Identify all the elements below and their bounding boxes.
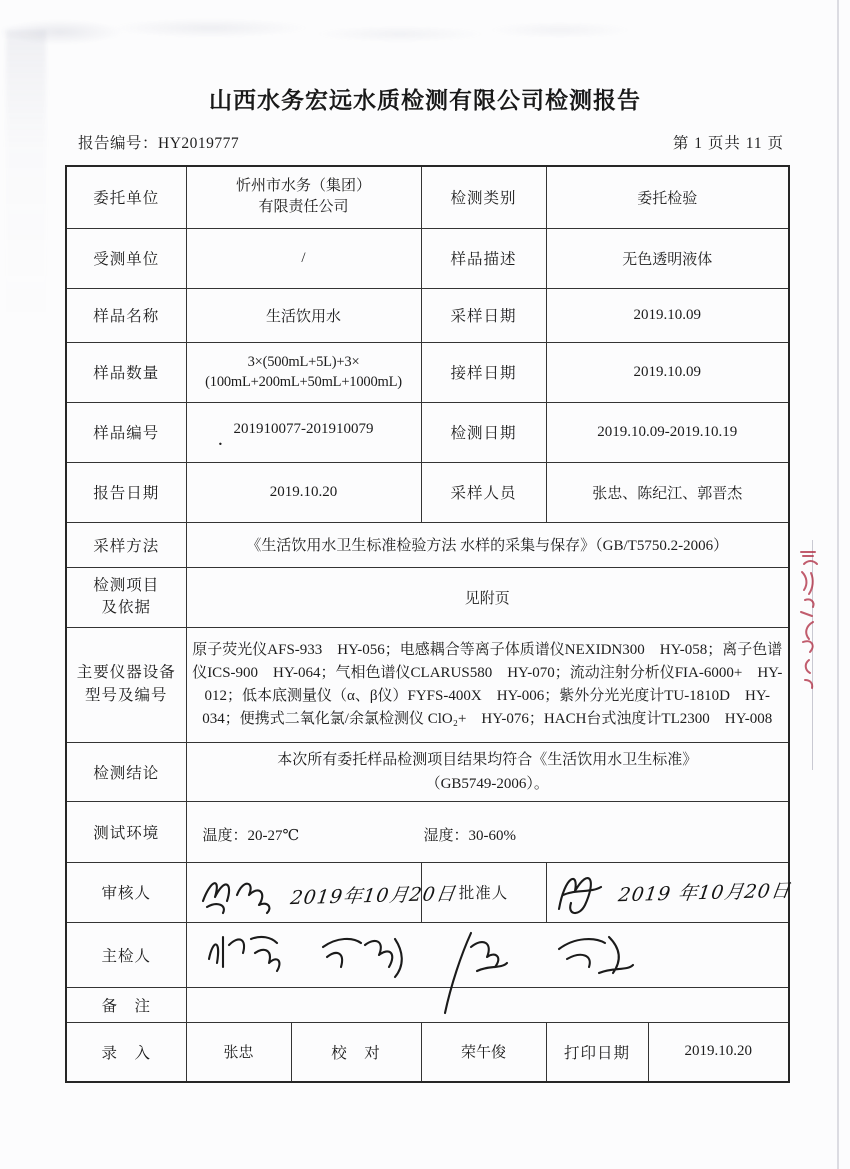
test-date-value: 2019.10.09-2019.10.19 xyxy=(546,402,789,462)
sampling-date-value: 2019.10.09 xyxy=(546,288,789,342)
client-value-line2: 有限责任公司 xyxy=(258,199,349,216)
items-basis-value: 见附页 xyxy=(186,567,789,627)
samplers-value: 张忠、陈纪江、郭晋杰 xyxy=(546,462,789,522)
chief-inspector-signatures-cell xyxy=(186,922,789,987)
reviewer-date-handwritten: 2019年10月20日 xyxy=(288,882,457,910)
row-environment xyxy=(66,801,789,862)
row-sampling-method xyxy=(66,522,789,567)
proofread-value: 荣午俊 xyxy=(421,1022,546,1082)
sample-no-label: 样品编号 xyxy=(66,402,186,462)
samplers-label: 采样人员 xyxy=(421,462,546,522)
approver-label: 批准人 xyxy=(421,862,546,922)
report-title: 山西水务宏远水质检测有限公司检测报告 xyxy=(209,88,641,113)
test-date-label: 检测日期 xyxy=(421,402,546,462)
report-number: 报告编号：HY2019777 xyxy=(78,135,240,152)
row-conclusion xyxy=(66,742,789,801)
row-reviewer-approver xyxy=(66,862,789,922)
reviewer-signature xyxy=(197,871,283,919)
environment-value xyxy=(186,801,789,862)
chief-signature-1 xyxy=(201,927,289,983)
items-basis-label-line1: 检测项目 xyxy=(93,576,160,594)
instruments-label-line1: 主要仪器设备 xyxy=(76,664,176,682)
red-seal-fragment xyxy=(796,548,822,700)
sample-desc-label: 样品描述 xyxy=(421,228,546,288)
entry-label: 录 入 xyxy=(66,1022,186,1082)
test-type-value: 委托检验 xyxy=(546,166,789,228)
sample-qty-line2: (100mL+200mL+50mL+1000mL) xyxy=(205,374,402,390)
remarks-label: 备 注 xyxy=(66,987,186,1022)
sample-qty-label: 样品数量 xyxy=(66,342,186,402)
tested-unit-label: 受测单位 xyxy=(66,228,186,288)
sampling-date-label: 采样日期 xyxy=(421,288,546,342)
instruments-value: 原子荧光仪AFS-933 HY-056；电感耦合等离子体质谱仪NEXIDN300 HY-058；离子色谱仪ICS-900 HY-064；气相色谱仪CLARUS580 HY-070；流动注射分析仪FIA-6000+ HY-012；低本底测量仪（α、β仪）FYFS-400X HY-006；紫外分光光度计TU-1810D HY-034；便携式二氧化氯/余氯检测仪 ClO₂+ HY-076；HACH台式浊度计TL2300 HY-008 xyxy=(186,627,789,742)
conclusion-line2: （GB5749-2006）。 xyxy=(425,775,549,792)
scan-edge-line xyxy=(837,0,839,1169)
test-type-label: 检测类别 xyxy=(421,166,546,228)
row-tested-unit xyxy=(66,228,789,288)
chief-signature-2 xyxy=(315,927,411,985)
items-basis-label-line2: 及依据 xyxy=(101,599,151,616)
row-report-date xyxy=(66,462,789,522)
report-date-label: 报告日期 xyxy=(66,462,186,522)
conclusion-line1: 本次所有委托样品检测项目结果均符合《生活饮用水卫生标准》 xyxy=(277,751,698,768)
report-date-value: 2019.10.20 xyxy=(186,462,421,522)
sample-qty-value xyxy=(186,342,421,402)
row-client xyxy=(66,166,789,228)
meta-row xyxy=(65,131,788,155)
client-value xyxy=(186,166,421,228)
environment-label: 测试环境 xyxy=(66,801,186,862)
sample-no-value xyxy=(186,402,421,462)
conclusion-label: 检测结论 xyxy=(66,742,186,801)
proofread-label: 校 对 xyxy=(291,1022,421,1082)
approver-signature xyxy=(549,865,611,919)
chief-inspector-label: 主检人 xyxy=(66,922,186,987)
instruments-label xyxy=(66,627,186,742)
print-date-value: 2019.10.20 xyxy=(648,1022,789,1082)
row-sample-no xyxy=(66,402,789,462)
scan-smudge-left xyxy=(6,30,46,330)
row-sample-qty xyxy=(66,342,789,402)
sampling-method-label: 采样方法 xyxy=(66,522,186,567)
approver-signature-cell xyxy=(546,862,792,922)
reviewer-signature-cell xyxy=(186,862,457,922)
stray-dot: . xyxy=(218,432,223,449)
row-items-basis xyxy=(66,567,789,627)
row-entry xyxy=(66,1022,789,1082)
row-chief-inspector xyxy=(66,922,789,987)
client-value-line1: 忻州市水务（集团） xyxy=(236,177,372,194)
page-indicator: 第 1 页共 11 页 xyxy=(672,135,784,152)
chief-signature-4 xyxy=(549,927,639,985)
sample-qty-line1: 3×(500mL+5L)+3× xyxy=(247,353,360,370)
scan-smudge-top xyxy=(0,8,640,54)
instruments-label-line2: 型号及编号 xyxy=(84,686,168,704)
environment-temperature: 温度：20-27℃ xyxy=(202,827,300,844)
approver-date-handwritten: 2019 年10月20日 xyxy=(616,879,792,907)
entry-value: 张忠 xyxy=(186,1022,291,1082)
client-label: 委托单位 xyxy=(66,166,186,228)
chief-signature-3 xyxy=(437,927,523,1019)
reviewer-label: 审核人 xyxy=(66,862,186,922)
sample-no-text: 201910077-201910079 xyxy=(233,420,374,437)
items-basis-label xyxy=(66,567,186,627)
print-date-label: 打印日期 xyxy=(546,1022,648,1082)
row-instruments xyxy=(66,627,789,742)
receive-date-value: 2019.10.09 xyxy=(546,342,789,402)
environment-humidity: 湿度：30-60% xyxy=(423,827,516,844)
row-sample-name xyxy=(66,288,789,342)
sample-name-value: 生活饮用水 xyxy=(186,288,421,342)
sampling-method-value: 《生活饮用水卫生标准检验方法 水样的采集与保存》（GB/T5750.2-2006） xyxy=(186,522,789,567)
tested-unit-value: / xyxy=(186,228,421,288)
conclusion-value xyxy=(186,742,789,801)
sample-desc-value: 无色透明液体 xyxy=(546,228,789,288)
sample-name-label: 样品名称 xyxy=(66,288,186,342)
receive-date-label: 接样日期 xyxy=(421,342,546,402)
report-table xyxy=(65,165,790,1083)
